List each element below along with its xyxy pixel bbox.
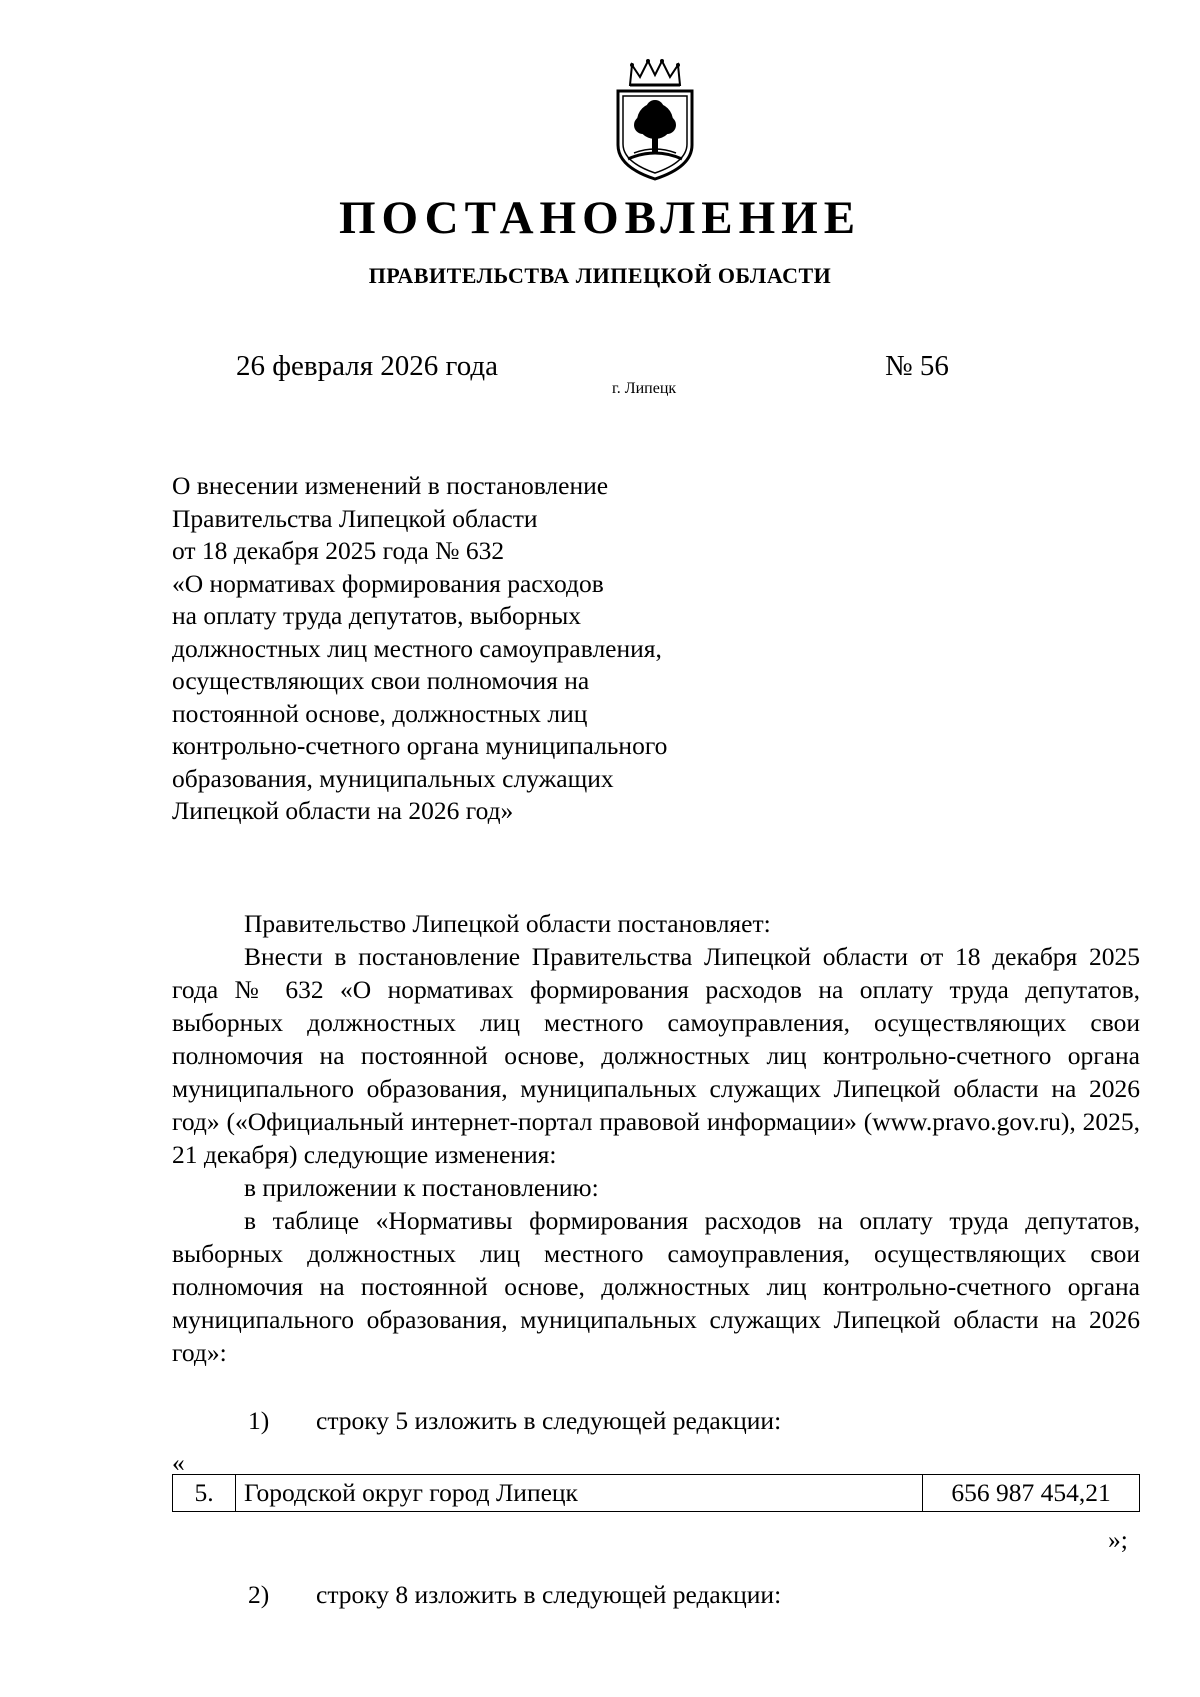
document-number: № 56 xyxy=(885,350,949,382)
paragraph-table-reference: в таблице «Нормативы формирования расходов на оплату труда депутатов, выборных должностных лиц местного самоуправления, осуществляющих свои полномочия на постоянной основе, должностных лиц контрольно-счетного органа муниципального образования, муниципальных служащих Липецкой области на 2026 год»: xyxy=(172,1206,1140,1367)
subject-line: «О нормативах формирования расходов xyxy=(172,568,604,598)
paragraph-appendix: в приложении к постановлению: xyxy=(244,1173,599,1202)
subject-line: от 18 декабря 2025 года № 632 xyxy=(172,536,505,565)
subject-line: на оплату труда депутатов, выборных xyxy=(172,601,582,630)
row-number-cell: 5. xyxy=(173,1475,236,1512)
document-subject xyxy=(172,470,667,828)
subject-line: должностных лиц местного самоуправления, xyxy=(172,633,662,663)
subject-line: Правительства Липецкой области xyxy=(172,503,538,533)
list-item-text: строку 8 изложить в следующей редакции: xyxy=(316,1580,782,1609)
list-item xyxy=(248,1578,781,1611)
subject-line: О внесении изменений в постановление xyxy=(172,471,609,500)
list-item-number: 2) xyxy=(248,1580,270,1609)
document-city: г. Липецк xyxy=(612,380,677,397)
subject-line: контрольно-счетного органа муниципального xyxy=(172,731,668,760)
subject-line: Липецкой области на 2026 год» xyxy=(172,796,514,825)
paragraph-amendment: Внести в постановление Правительства Липецкой области от 18 декабря 2025 года № 632 «О нормативах формирования расходов на оплату труда депутатов, выборных должностных лиц местного самоуправления, осуществляющих свои полномочия на постоянной основе, должностных лиц контрольно-счетного органа муниципального образования, муниципальных служащих Липецкой области на 2026 год» («Официальный интернет-портал правовой информации» (www.pravo.gov.ru), 2025, 21 декабря) следующие изменения: xyxy=(172,942,1140,1169)
subject-line: осуществляющих свои полномочия на xyxy=(172,666,590,695)
row-value-cell: 656 987 454,21 xyxy=(923,1475,1140,1512)
coat-of-arms-icon xyxy=(610,55,700,185)
quote-open: « xyxy=(172,1448,185,1477)
amended-row-table xyxy=(172,1474,1140,1512)
subject-line: образования, муниципальных служащих xyxy=(172,763,614,793)
quote-close: »; xyxy=(1108,1525,1128,1554)
document-type-title: ПОСТАНОВЛЕНИЕ xyxy=(338,192,862,244)
issuer-title: ПРАВИТЕЛЬСТВА ЛИПЕЦКОЙ ОБЛАСТИ xyxy=(368,263,832,288)
list-item xyxy=(248,1404,781,1437)
table-row xyxy=(173,1475,1140,1512)
subject-line: постоянной основе, должностных лиц xyxy=(172,698,588,728)
body-text xyxy=(172,907,1140,1369)
paragraph-resolves: Правительство Липецкой области постановляет: xyxy=(244,909,771,938)
list-item-text: строку 5 изложить в следующей редакции: xyxy=(316,1406,782,1435)
document-date: 26 февраля 2026 года xyxy=(236,350,499,382)
list-item-number: 1) xyxy=(248,1406,270,1435)
row-name-cell: Городской округ город Липецк xyxy=(236,1475,923,1512)
